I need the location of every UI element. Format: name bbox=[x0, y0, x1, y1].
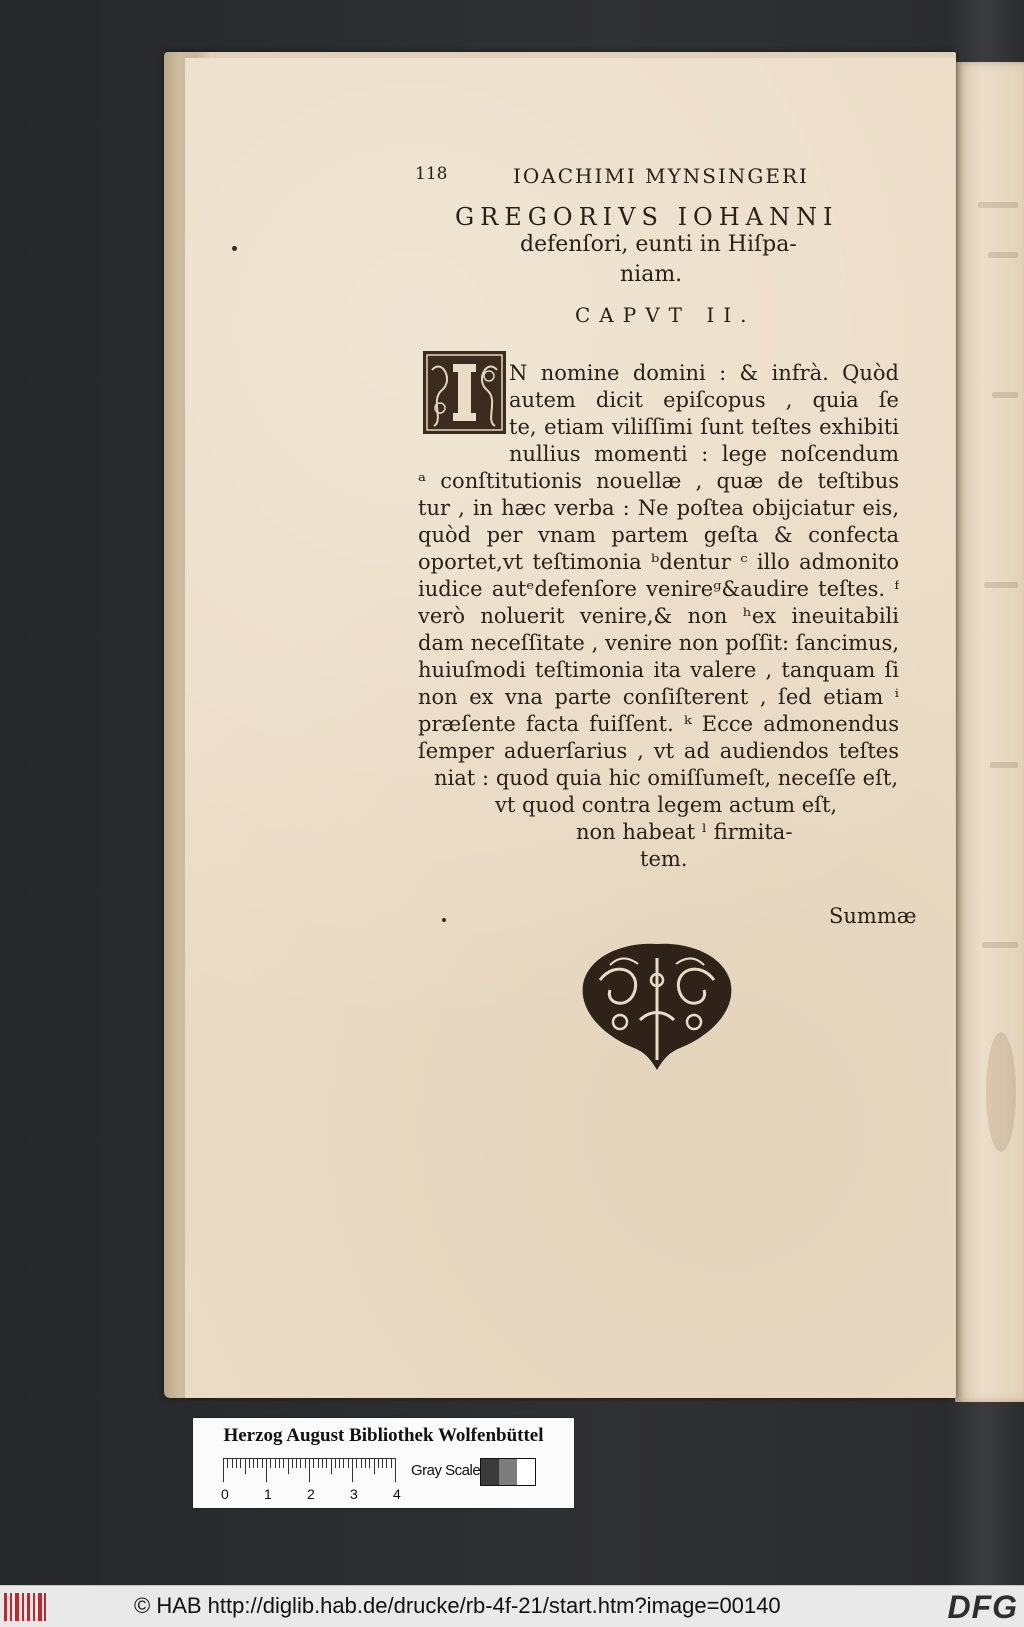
body-line: ſemper aduerſarius , vt ad audiendos teſtes bbox=[418, 739, 899, 763]
body-line: nullius momenti : lege noſcendum bbox=[509, 442, 899, 466]
body-line: ᵃ conſtitutionis nouellæ , quæ de teſtibus bbox=[418, 469, 899, 493]
body-line: non habeat ˡ firmita- bbox=[576, 820, 793, 844]
ink-speck bbox=[232, 246, 237, 251]
dfg-logo: DFG bbox=[947, 1589, 1018, 1625]
page-number: 118 bbox=[415, 164, 448, 184]
body-line: tem. bbox=[640, 847, 688, 871]
gray-scale-swatches bbox=[480, 1458, 536, 1486]
fleuron-ornament bbox=[580, 940, 734, 1074]
gray-swatch bbox=[517, 1459, 535, 1485]
body-line: oportet,vt teſtimonia ᵇdentur ᶜ illo admonito bbox=[418, 550, 899, 574]
gray-swatch bbox=[481, 1459, 499, 1485]
adjacent-page-edge bbox=[955, 62, 1024, 1402]
color-calibration-bar bbox=[193, 1418, 574, 1508]
running-header bbox=[415, 164, 835, 194]
heading-line-3: niam. bbox=[620, 262, 683, 287]
scale-number: 3 bbox=[350, 1486, 358, 1502]
ornamental-initial bbox=[422, 350, 507, 435]
body-line: præſente facta fuiſſent. ᵏ Ecce admonendus bbox=[418, 712, 899, 736]
library-name: Herzog August Bibliothek Wolfenbüttel bbox=[223, 1425, 544, 1446]
body-line: niat : quod quia hic omiſſumeſt, neceſſe eſt, bbox=[434, 766, 898, 790]
footer-bar bbox=[0, 1585, 1024, 1627]
running-title: IOACHIMI MYNSINGERI bbox=[513, 164, 809, 188]
chapter-heading: CAPVT II. bbox=[575, 303, 756, 327]
body-line: dam neceſſitate , venire non poſſit: ſancimus, bbox=[418, 631, 899, 655]
body-line: N nomine domini : & infrà. Quòd bbox=[509, 361, 899, 385]
body-line: quòd per vnam partem geſta & confecta bbox=[418, 523, 899, 547]
hab-logo-icon bbox=[4, 1593, 46, 1621]
body-line: non ex vna parte conſiſterent , ſed etiam ⁱ bbox=[418, 685, 899, 709]
body-line: tur , in hæc verba : Ne poſtea obijciatur eis, bbox=[418, 496, 899, 520]
source-link[interactable]: © HAB http://diglib.hab.de/drucke/rb-4f-21/start.htm?image=00140 bbox=[134, 1593, 781, 1618]
body-line: te, etiam viliſſimi ſunt teſtes exhibiti bbox=[509, 415, 899, 439]
scale-ruler bbox=[223, 1458, 395, 1484]
gray-scale-label: Gray Scale bbox=[411, 1462, 481, 1479]
body-line: huiuſmodi teſtimonia ita valere , tanquam ſi bbox=[418, 658, 899, 682]
gray-swatch bbox=[499, 1459, 517, 1485]
scale-number: 2 bbox=[307, 1486, 315, 1502]
ink-speck bbox=[442, 918, 446, 922]
body-line: vt quod contra legem actum eſt, bbox=[495, 793, 838, 817]
scale-number: 0 bbox=[221, 1486, 229, 1502]
body-line: verò noluerit venire,& non ʰex ineuitabili bbox=[418, 604, 899, 628]
heading-line-2: defenſori, eunti in Hiſpa- bbox=[520, 232, 797, 257]
catchword: Summæ bbox=[829, 904, 917, 928]
scale-number: 4 bbox=[393, 1486, 401, 1502]
body-line: autem dicit epiſcopus , quia ſe bbox=[509, 388, 899, 412]
scale-number: 1 bbox=[264, 1486, 272, 1502]
heading-line-1: GREGORIVS IOHANNI bbox=[455, 203, 839, 231]
body-line: iudice autᵉdefenſore venireᵍ&audire teſtes. ᶠ bbox=[418, 577, 899, 601]
